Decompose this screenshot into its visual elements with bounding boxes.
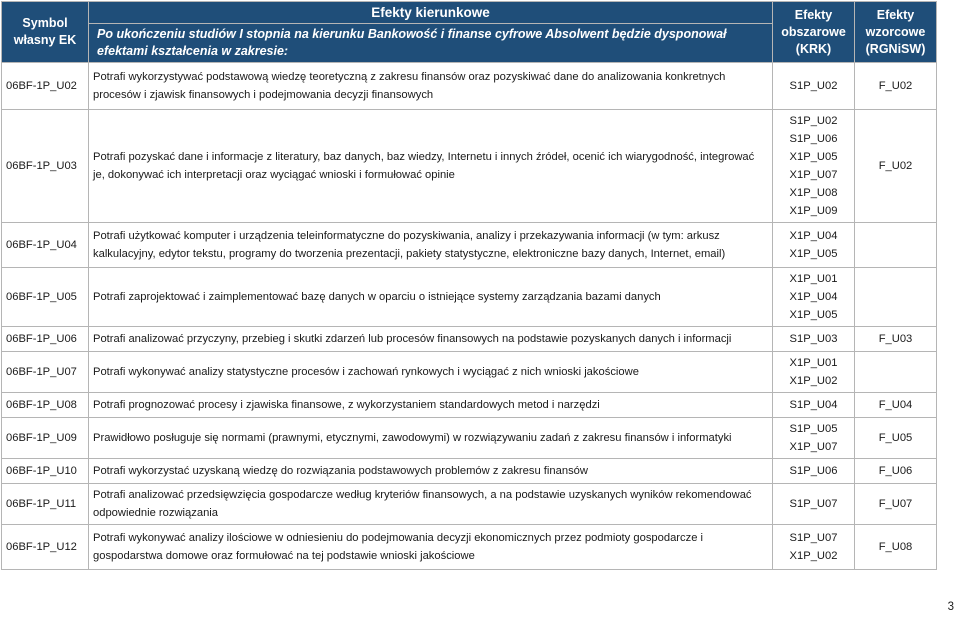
header-rgnisw: Efekty wzorcowe (RGNiSW): [855, 2, 937, 63]
krk-code: X1P_U05: [789, 151, 838, 163]
row-krk-codes: [773, 268, 855, 327]
row-rgnisw-codes: [855, 110, 937, 223]
krk-code: X1P_U05: [789, 248, 838, 260]
rgnisw-code: F_U02: [878, 160, 913, 172]
row-symbol: 06BF-1P_U02: [2, 63, 89, 110]
row-symbol: 06BF-1P_U06: [2, 327, 89, 352]
row-krk-codes: [773, 110, 855, 223]
row-description: Potrafi pozyskać dane i informacje z literatury, baz danych, baz wiedzy, Internetu i innych źródeł, ocenić ich wiarygodność, integrować je, dokonywać ich interpretacji oraz wyciągać wnioski i formułować opinie: [89, 110, 773, 223]
header-krk: Efekty obszarowe (KRK): [773, 2, 855, 63]
rgnisw-code: F_U03: [878, 333, 913, 345]
table-row: [2, 484, 937, 525]
row-description: Potrafi użytkować komputer i urządzenia teleinformatyczne do pozyskiwania, analizy i przekazywania informacji (w tym: arkusz kalkulacyjny, edytor tekstu, programy do tworzenia prezentacji, pakiety statystyczne, elektroniczne bazy danych, Internet, email): [89, 223, 773, 268]
row-rgnisw-codes: [855, 223, 937, 268]
krk-code: X1P_U08: [789, 187, 838, 199]
row-description: Potrafi wykonywać analizy statystyczne procesów i zachowań rynkowych i wyciągać z nich wnioski jakościowe: [89, 352, 773, 393]
table-row: [2, 63, 937, 110]
row-rgnisw-codes: [855, 327, 937, 352]
row-rgnisw-codes: [855, 418, 937, 459]
row-rgnisw-codes: [855, 525, 937, 570]
krk-code: X1P_U04: [789, 230, 838, 242]
row-description: Potrafi analizować przedsięwzięcia gospodarcze według kryteriów finansowych, a na podstawie uzyskanych wyników rekomendować odpowiednie rozwiązania: [89, 484, 773, 525]
table-row: [2, 459, 937, 484]
row-rgnisw-codes: [855, 459, 937, 484]
table-row: [2, 525, 937, 570]
rgnisw-code: F_U04: [878, 399, 913, 411]
row-rgnisw-codes: [855, 484, 937, 525]
krk-code: X1P_U02: [789, 375, 838, 387]
row-krk-codes: [773, 393, 855, 418]
rgnisw-code: F_U02: [878, 80, 913, 92]
rgnisw-code: F_U07: [878, 498, 913, 510]
row-description: Potrafi wykorzystać uzyskaną wiedzę do rozwiązania podstawowych problemów z zakresu finansów: [89, 459, 773, 484]
krk-code: X1P_U02: [789, 550, 838, 562]
krk-code: S1P_U03: [789, 333, 838, 345]
table-row: [2, 268, 937, 327]
row-description: Potrafi prognozować procesy i zjawiska finansowe, z wykorzystaniem standardowych metod i narzędzi: [89, 393, 773, 418]
krk-code: S1P_U05: [789, 423, 838, 435]
row-krk-codes: [773, 327, 855, 352]
row-description: Prawidłowo posługuje się normami (prawnymi, etycznymi, zawodowymi) w rozwiązywaniu zadań z zakresu finansów i informatyki: [89, 418, 773, 459]
row-symbol: 06BF-1P_U12: [2, 525, 89, 570]
row-symbol: 06BF-1P_U04: [2, 223, 89, 268]
row-symbol: 06BF-1P_U07: [2, 352, 89, 393]
krk-code: X1P_U04: [789, 291, 838, 303]
table-row: [2, 418, 937, 459]
row-rgnisw-codes: [855, 393, 937, 418]
krk-code: S1P_U06: [789, 465, 838, 477]
row-krk-codes: [773, 459, 855, 484]
table-row: [2, 223, 937, 268]
row-krk-codes: [773, 418, 855, 459]
row-symbol: 06BF-1P_U08: [2, 393, 89, 418]
krk-code: X1P_U01: [789, 357, 838, 369]
header-symbol: Symbol własny EK: [2, 2, 89, 63]
krk-code: X1P_U01: [789, 273, 838, 285]
row-rgnisw-codes: [855, 268, 937, 327]
krk-code: X1P_U05: [789, 309, 838, 321]
krk-code: S1P_U07: [789, 498, 838, 510]
table-row: [2, 110, 937, 223]
effects-table: [1, 1, 937, 570]
krk-code: S1P_U02: [789, 80, 838, 92]
row-krk-codes: [773, 352, 855, 393]
row-krk-codes: [773, 484, 855, 525]
krk-code: S1P_U02: [789, 115, 838, 127]
rgnisw-code: F_U05: [878, 432, 913, 444]
krk-code: S1P_U06: [789, 133, 838, 145]
krk-code: X1P_U09: [789, 205, 838, 217]
krk-code: S1P_U07: [789, 532, 838, 544]
krk-code: X1P_U07: [789, 441, 838, 453]
row-symbol: 06BF-1P_U03: [2, 110, 89, 223]
row-krk-codes: [773, 525, 855, 570]
header-effects-sub: Po ukończeniu studiów I stopnia na kierunku Bankowość i finanse cyfrowe Absolwent będzie dysponował efektami kształcenia w zakresie:: [89, 24, 773, 63]
table-row: [2, 327, 937, 352]
row-rgnisw-codes: [855, 63, 937, 110]
row-description: Potrafi analizować przyczyny, przebieg i skutki zdarzeń lub procesów finansowych na podstawie pozyskanych danych i informacji: [89, 327, 773, 352]
page-number: 3: [947, 601, 954, 613]
table-row: [2, 352, 937, 393]
rgnisw-code: F_U06: [878, 465, 913, 477]
header-effects-main: Efekty kierunkowe: [89, 2, 773, 24]
row-symbol: 06BF-1P_U09: [2, 418, 89, 459]
row-description: Potrafi zaprojektować i zaimplementować bazę danych w oparciu o istniejące systemy zarządzania bazami danych: [89, 268, 773, 327]
row-krk-codes: [773, 63, 855, 110]
row-krk-codes: [773, 223, 855, 268]
krk-code: S1P_U04: [789, 399, 838, 411]
row-rgnisw-codes: [855, 352, 937, 393]
row-symbol: 06BF-1P_U10: [2, 459, 89, 484]
row-description: Potrafi wykorzystywać podstawową wiedzę teoretyczną z zakresu finansów oraz pozyskiwać dane do analizowania konkretnych procesów i zjawisk finansowych i podejmowania decyzji finansowych: [89, 63, 773, 110]
rgnisw-code: F_U08: [878, 541, 913, 553]
row-description: Potrafi wykonywać analizy ilościowe w odniesieniu do podejmowania decyzji ekonomicznych przez podmioty gospodarcze i gospodarstwa domowe oraz formułować na tej podstawie wnioski jakościowe: [89, 525, 773, 570]
row-symbol: 06BF-1P_U11: [2, 484, 89, 525]
krk-code: X1P_U07: [789, 169, 838, 181]
table-row: [2, 393, 937, 418]
row-symbol: 06BF-1P_U05: [2, 268, 89, 327]
